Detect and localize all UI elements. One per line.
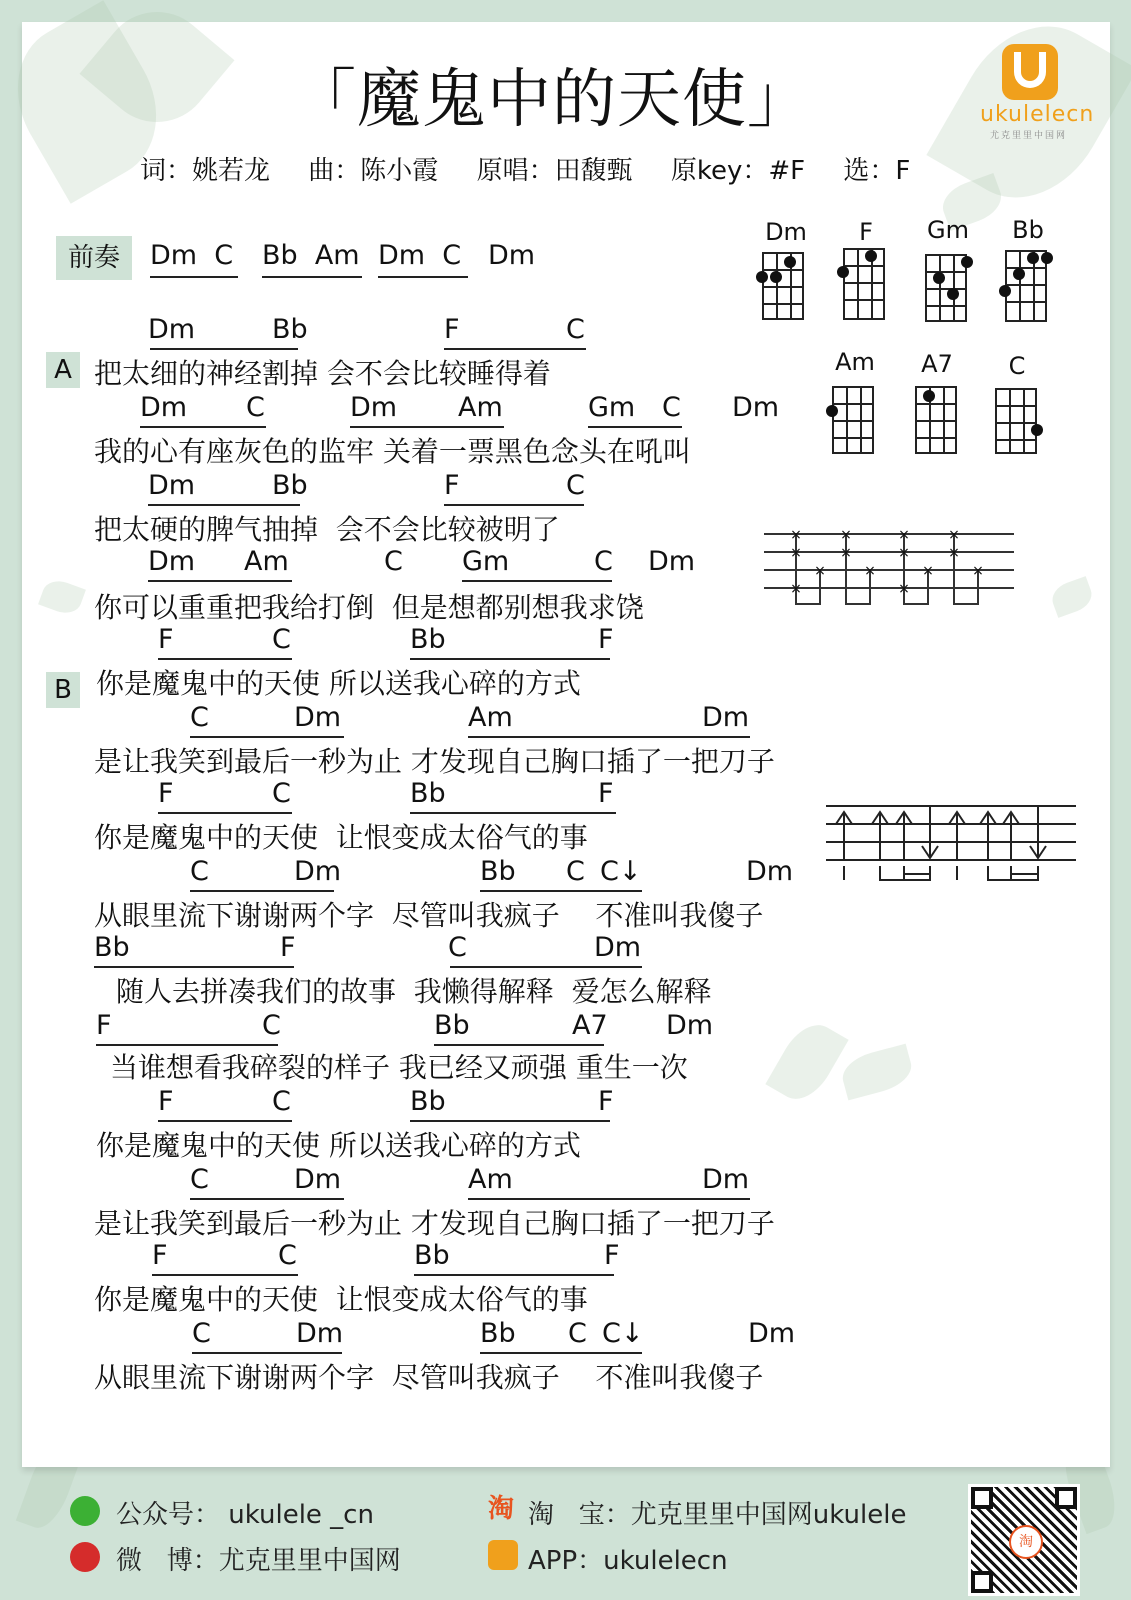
lyric-line: 你是魔鬼中的天使 让恨变成太俗气的事 bbox=[94, 821, 588, 854]
chord: Bb bbox=[272, 470, 308, 501]
chord-underline bbox=[262, 276, 362, 278]
chord-diagram-f bbox=[843, 248, 885, 320]
svg-text:×: × bbox=[898, 545, 910, 561]
chord: Dm bbox=[294, 856, 342, 887]
app-icon bbox=[488, 1540, 518, 1570]
chord-underline bbox=[94, 966, 294, 968]
intro-label: 前奏 bbox=[56, 236, 132, 280]
lyric-line: 你是魔鬼中的天使 所以送我心碎的方式 bbox=[96, 1129, 581, 1162]
chord-diagram-a7 bbox=[915, 386, 957, 454]
intro-chord-group: Bb Am bbox=[262, 240, 360, 271]
lyric-line: 把太细的神经割掉 会不会比较睡得着 bbox=[94, 357, 551, 390]
chord-underline bbox=[444, 504, 584, 506]
chord-underline bbox=[468, 1198, 750, 1200]
chord: F bbox=[158, 624, 174, 655]
lyric-line: 随人去拼凑我们的故事 我懒得解释 爱怎么解释 bbox=[116, 975, 712, 1008]
song-meta bbox=[140, 150, 940, 187]
chord-underline bbox=[140, 426, 266, 428]
svg-text:×: × bbox=[898, 581, 910, 597]
chord: F bbox=[598, 1086, 614, 1117]
chord-underline bbox=[444, 348, 586, 350]
chord: Dm bbox=[294, 702, 342, 733]
chord-underline bbox=[410, 1120, 610, 1122]
chord-underline bbox=[588, 426, 682, 428]
chord: F bbox=[152, 1240, 168, 1271]
chord: Bb bbox=[480, 856, 516, 887]
chord: Am bbox=[468, 1164, 513, 1195]
chord-underline bbox=[150, 276, 238, 278]
chord: Am bbox=[468, 702, 513, 733]
chord: F bbox=[96, 1010, 112, 1041]
chord-diagram-am bbox=[832, 386, 874, 454]
chord-underline bbox=[480, 1352, 642, 1354]
svg-text:×: × bbox=[790, 527, 802, 543]
chord-underline bbox=[410, 812, 616, 814]
app-name: APP：ukulelecn bbox=[528, 1546, 728, 1576]
chord: C bbox=[662, 392, 681, 423]
chord-diagram-dm bbox=[762, 252, 804, 320]
chord: F bbox=[598, 624, 614, 655]
chord: C bbox=[278, 1240, 297, 1271]
chord: F bbox=[158, 1086, 174, 1117]
leaf-decoration bbox=[1048, 576, 1096, 618]
chord: Dm bbox=[296, 1318, 344, 1349]
chord-underline bbox=[410, 658, 610, 660]
svg-text:×: × bbox=[840, 527, 852, 543]
chord: Dm bbox=[148, 470, 196, 501]
chord-underline bbox=[480, 890, 642, 892]
taobao-store: 淘 宝：尤克里里中国网ukulele bbox=[528, 1500, 907, 1530]
chord: Bb bbox=[410, 1086, 446, 1117]
svg-text:×: × bbox=[922, 563, 934, 579]
chord: Dm bbox=[702, 702, 750, 733]
chord: C bbox=[568, 1318, 587, 1349]
chord-underline bbox=[150, 348, 298, 350]
svg-text:×: × bbox=[814, 563, 826, 579]
original-key: 原key：#F bbox=[670, 156, 806, 186]
chord: C bbox=[594, 546, 613, 577]
chord-diagram-name: Am bbox=[835, 348, 875, 376]
chord: Bb bbox=[410, 624, 446, 655]
chord-underline bbox=[148, 504, 300, 506]
leaf-decoration bbox=[765, 1015, 848, 1109]
chord-underline bbox=[190, 736, 344, 738]
chord: Bb bbox=[94, 932, 130, 963]
chord-underline bbox=[414, 1274, 614, 1276]
chord-underline bbox=[158, 1120, 292, 1122]
svg-text:×: × bbox=[840, 545, 852, 561]
chord: Gm bbox=[462, 546, 510, 577]
chord: F bbox=[444, 314, 460, 345]
lyric-line: 我的心有座灰色的监牢 关着一票黑色念头在吼叫 bbox=[94, 435, 691, 468]
lyric-line: 当谁想看我碎裂的样子 我已经又顽强 重生一次 bbox=[110, 1051, 688, 1084]
original-singer: 原唱：田馥甄 bbox=[476, 156, 633, 186]
svg-text:×: × bbox=[898, 527, 910, 543]
chord-diagram-c bbox=[995, 388, 1037, 454]
chord: Dm bbox=[140, 392, 188, 423]
chord: Dm bbox=[648, 546, 696, 577]
wechat-account: 公众号： ukulele _cn bbox=[116, 1500, 374, 1530]
chord: C bbox=[190, 1164, 209, 1195]
chord: Dm bbox=[666, 1010, 714, 1041]
chord: F bbox=[158, 778, 174, 809]
taobao-icon: 淘 bbox=[487, 1494, 514, 1524]
chord: C bbox=[272, 624, 291, 655]
logo-text: ukulelecn bbox=[980, 102, 1095, 127]
chord: Dm bbox=[294, 1164, 342, 1195]
song-title: 「魔鬼中的天使」 bbox=[292, 63, 812, 137]
chord: C bbox=[448, 932, 467, 963]
lyric-line: 你可以重重把我给打倒 但是想都别想我求饶 bbox=[94, 591, 644, 624]
qr-taobao-icon: 淘 bbox=[1009, 1525, 1043, 1559]
leaf-decoration bbox=[838, 1044, 916, 1101]
chord-underline bbox=[350, 426, 504, 428]
chord: C bbox=[246, 392, 265, 423]
composer: 曲：陈小霞 bbox=[308, 156, 439, 186]
chord-underline bbox=[468, 736, 750, 738]
chord-underline bbox=[152, 1274, 298, 1276]
chord: Bb bbox=[410, 778, 446, 809]
qr-code bbox=[968, 1484, 1080, 1596]
lyric-line: 你是魔鬼中的天使 让恨变成太俗气的事 bbox=[94, 1283, 588, 1316]
chord: F bbox=[444, 470, 460, 501]
svg-text:×: × bbox=[790, 545, 802, 561]
chord-diagram-name: Dm bbox=[765, 218, 807, 246]
chord: C bbox=[566, 314, 585, 345]
chord-diagram-name: F bbox=[859, 218, 873, 246]
chord-underline bbox=[450, 966, 642, 968]
chord: Bb bbox=[434, 1010, 470, 1041]
chord: C bbox=[192, 1318, 211, 1349]
intro-chord-group: Dm bbox=[488, 240, 536, 271]
chord: Am bbox=[244, 546, 289, 577]
lyric-line: 从眼里流下谢谢两个字 尽管叫我疯子 不准叫我傻子 bbox=[94, 1361, 764, 1394]
chord: C bbox=[190, 702, 209, 733]
chord: F bbox=[280, 932, 296, 963]
chord: Dm bbox=[746, 856, 794, 887]
svg-text:×: × bbox=[790, 581, 802, 597]
chord: C bbox=[272, 1086, 291, 1117]
chord: Dm bbox=[748, 1318, 796, 1349]
leaf-decoration bbox=[38, 576, 86, 618]
lyric-line: 是让我笑到最后一秒为止 才发现自己胸口插了一把刀子 bbox=[94, 1207, 775, 1240]
chord-diagram-name: C bbox=[1008, 352, 1026, 380]
weibo-account: 微 博：尤克里里中国网 bbox=[116, 1546, 401, 1576]
chord: F bbox=[598, 778, 614, 809]
chord: C bbox=[272, 778, 291, 809]
chord: C bbox=[190, 856, 209, 887]
picking-pattern-diagram bbox=[764, 527, 1014, 610]
intro-chord-group: Dm C bbox=[150, 240, 234, 271]
chord: F bbox=[604, 1240, 620, 1271]
section-b-label: B bbox=[46, 672, 80, 708]
lyric-line: 你是魔鬼中的天使 所以送我心碎的方式 bbox=[96, 667, 581, 700]
chord-underline bbox=[190, 1198, 344, 1200]
chord: Dm bbox=[148, 314, 196, 345]
chord-underline bbox=[158, 812, 292, 814]
lyric-line: 是让我笑到最后一秒为止 才发现自己胸口插了一把刀子 bbox=[94, 745, 775, 778]
chord-underline bbox=[192, 1352, 342, 1354]
chord: Am bbox=[458, 392, 503, 423]
chord: A7 bbox=[572, 1010, 608, 1041]
strumming-pattern-diagram bbox=[826, 804, 1076, 884]
lyric-line: 把太硬的脾气抽掉 会不会比较被明了 bbox=[94, 513, 560, 546]
svg-text:×: × bbox=[864, 563, 876, 579]
intro-chord-group: Dm C bbox=[378, 240, 462, 271]
chord: Gm bbox=[588, 392, 636, 423]
chord-underline bbox=[378, 276, 468, 278]
chord: Dm bbox=[350, 392, 398, 423]
chord: Dm bbox=[702, 1164, 750, 1195]
chord: C bbox=[566, 470, 585, 501]
chord: Bb bbox=[414, 1240, 450, 1271]
svg-text:×: × bbox=[948, 545, 960, 561]
chord-diagram-name: A7 bbox=[921, 350, 953, 378]
svg-text:×: × bbox=[948, 527, 960, 543]
section-a-label: A bbox=[46, 352, 80, 388]
ukulelecn-logo-icon bbox=[1002, 44, 1058, 100]
chord: Dm bbox=[594, 932, 642, 963]
lyric-line: 从眼里流下谢谢两个字 尽管叫我疯子 不准叫我傻子 bbox=[94, 899, 764, 932]
chord: C bbox=[566, 856, 585, 887]
logo-subtext: 尤克里里中国网 bbox=[990, 131, 1068, 141]
svg-text:×: × bbox=[972, 563, 984, 579]
chord: C↓ bbox=[600, 856, 642, 887]
chord-diagram-name: Gm bbox=[927, 216, 969, 244]
chosen-key: 选：F bbox=[843, 156, 911, 186]
chord: Bb bbox=[272, 314, 308, 345]
chord-underline bbox=[158, 658, 292, 660]
chord-underline bbox=[190, 890, 334, 892]
chord: Dm bbox=[148, 546, 196, 577]
chord: Dm bbox=[732, 392, 780, 423]
weibo-icon bbox=[70, 1542, 100, 1572]
chord-diagram-bb bbox=[1005, 250, 1047, 322]
chord: C bbox=[262, 1010, 281, 1041]
chord-diagram-name: Bb bbox=[1012, 216, 1044, 244]
chord: C↓ bbox=[602, 1318, 644, 1349]
chord: Bb bbox=[480, 1318, 516, 1349]
chord-diagram-gm bbox=[925, 254, 967, 322]
chord-underline bbox=[462, 580, 612, 582]
chord: C bbox=[384, 546, 403, 577]
wechat-icon bbox=[70, 1496, 100, 1526]
lyricist: 词：姚若龙 bbox=[140, 156, 271, 186]
chord-underline bbox=[148, 580, 292, 582]
